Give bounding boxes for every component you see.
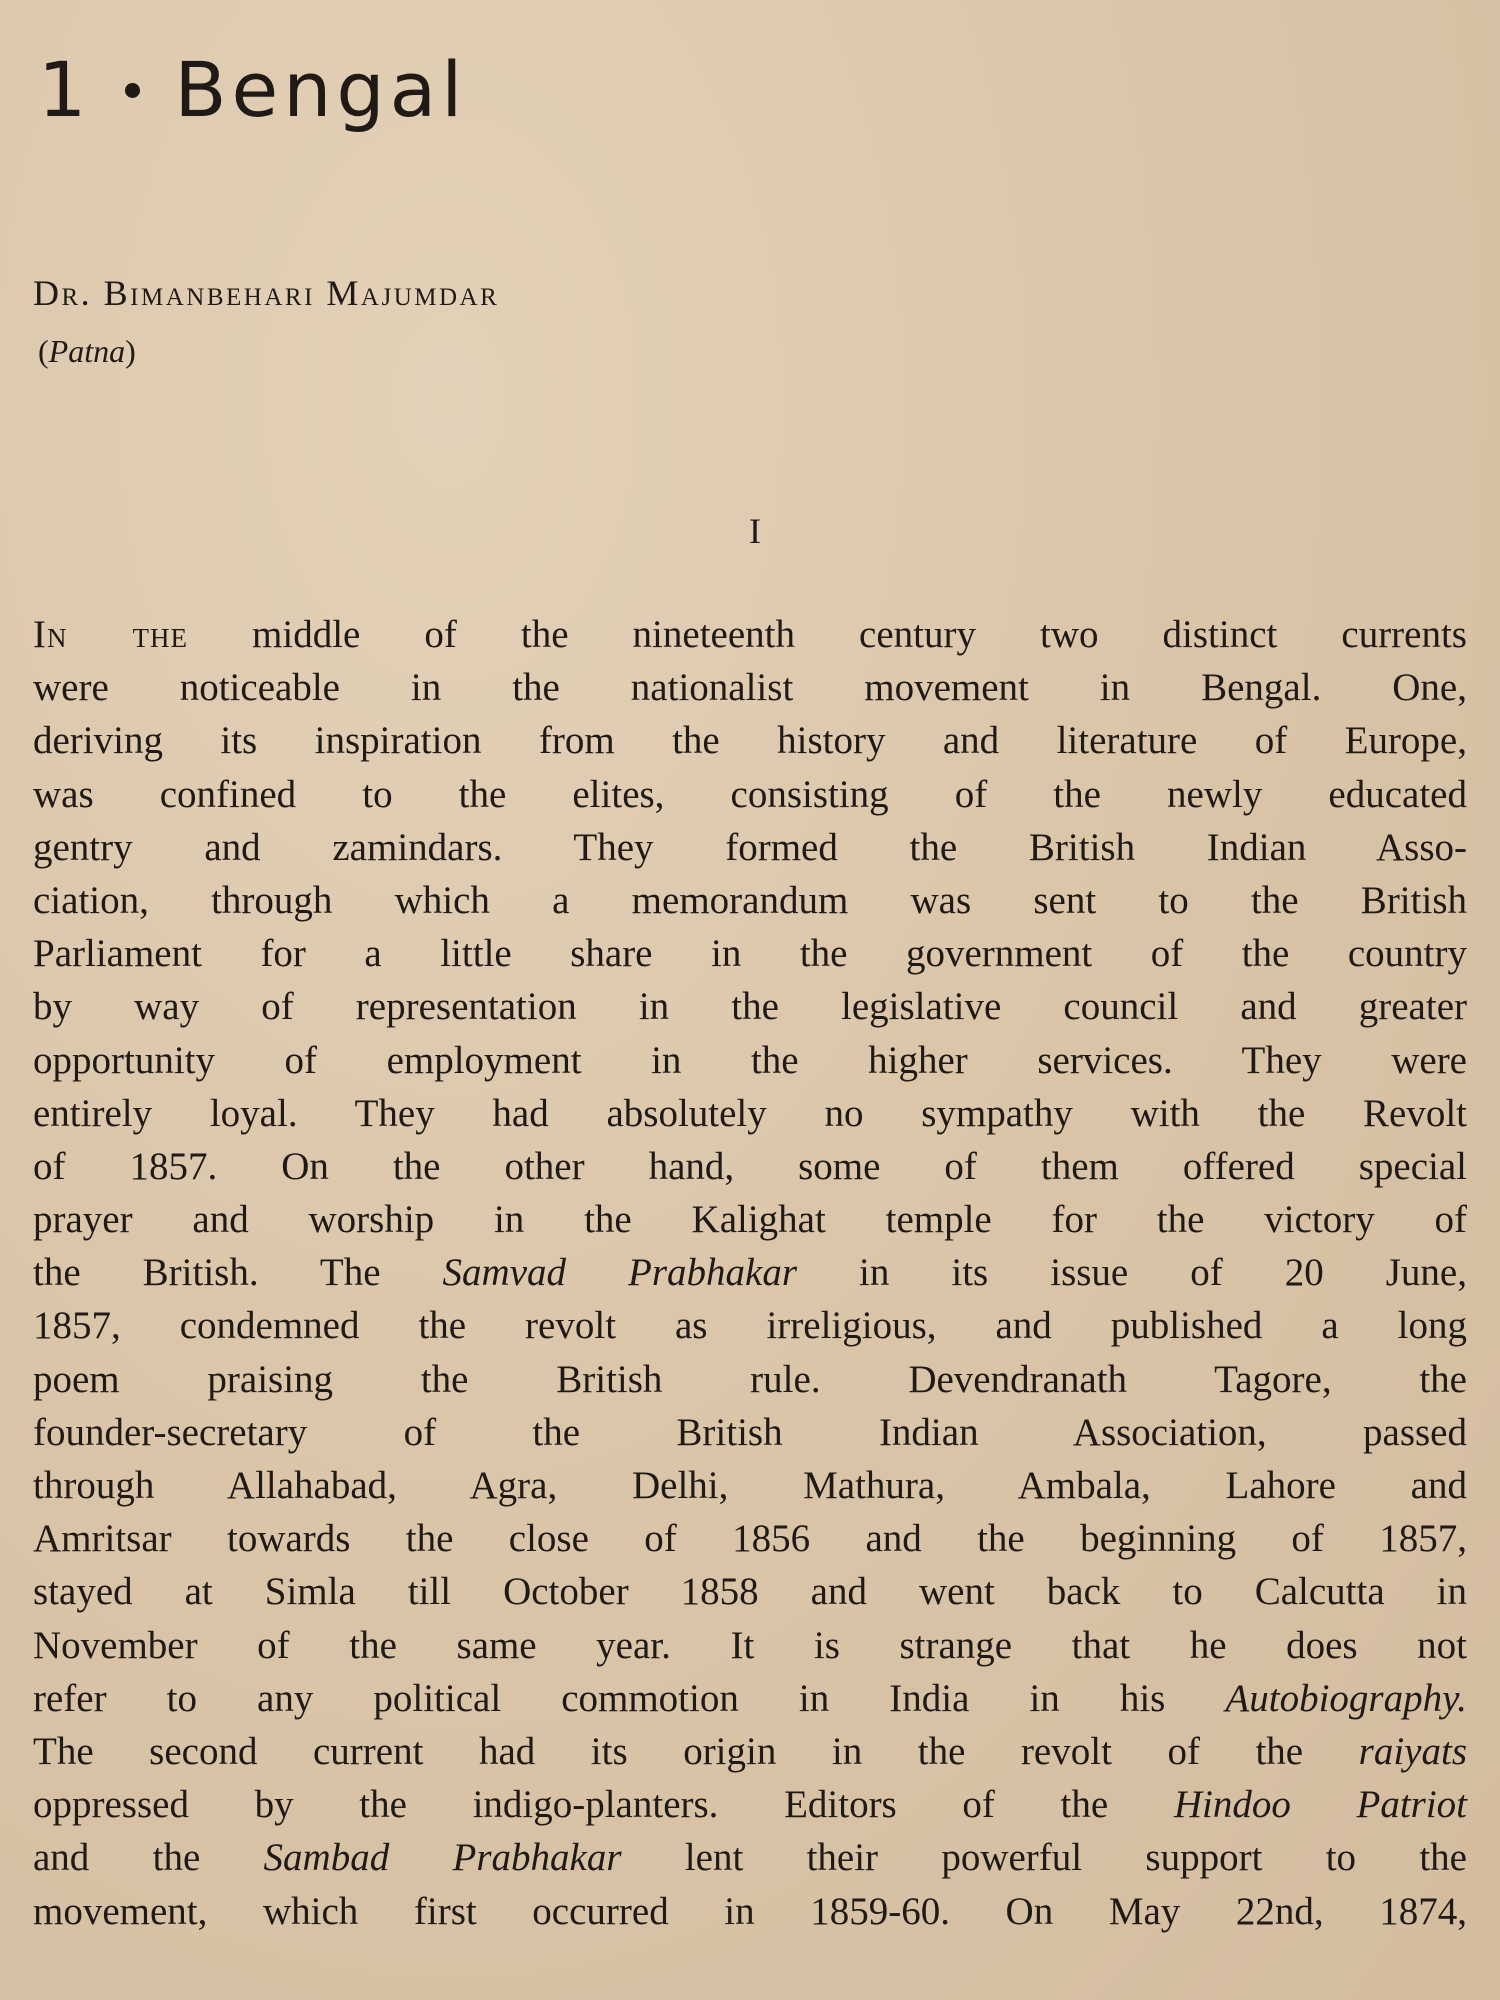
text-run: the British. The: [33, 1251, 443, 1295]
text-run: Amritsar towards the close of 1856 and the beginning of 1857,: [33, 1517, 1467, 1561]
text-line: [33, 874, 1467, 927]
bullet-icon: [125, 83, 140, 98]
text-run: by way of representation in the legislative council and greater: [33, 985, 1467, 1029]
text-run: of 1857. On the other hand, some of them offered special: [33, 1144, 1467, 1188]
chapter-number: 1: [38, 45, 92, 134]
text-line: [33, 1193, 1467, 1246]
text-line: [33, 1140, 1467, 1193]
text-line: [33, 1512, 1467, 1565]
text-run: oppressed by the indigo-planters. Editors of the: [33, 1783, 1174, 1827]
text-run: The second current had its origin in the revolt of the: [33, 1729, 1359, 1773]
text-line: [33, 1034, 1467, 1087]
body-paragraph: [33, 608, 1467, 1938]
text-line: [33, 980, 1467, 1033]
text-run: in its issue of 20 June,: [797, 1251, 1467, 1295]
text-run: opportunity of employment in the higher services. They were: [33, 1038, 1467, 1082]
text-line: [33, 1725, 1467, 1778]
text-line: [33, 1885, 1467, 1938]
text-run: gentry and zamindars. They formed the British Indian Asso-: [33, 825, 1467, 869]
italic-title: Hindoo Patriot: [1173, 1783, 1468, 1827]
text-line: [33, 1565, 1467, 1618]
text-line: [33, 1672, 1467, 1725]
text-line: [33, 1087, 1467, 1140]
author-location-text: Patna: [48, 333, 126, 369]
text-line: [33, 661, 1467, 714]
text-run: founder-secretary of the British Indian Association, passed: [33, 1410, 1467, 1454]
chapter-heading: [38, 45, 468, 134]
author-location: (Patna): [38, 333, 136, 369]
italic-title: Autobiography.: [1225, 1676, 1467, 1720]
text-run: middle of the nineteenth century two distinct currents: [188, 613, 1467, 656]
section-numeral: I: [749, 511, 761, 551]
small-caps-text: In the: [33, 613, 188, 656]
text-run: movement, which first occurred in 1859-60. On May 22nd, 1874,: [33, 1889, 1467, 1933]
author-name: Dr. Bimanbehari Majumdar: [33, 273, 500, 313]
text-run: stayed at Simla till October 1858 and went back to Calcutta in: [33, 1570, 1467, 1614]
text-run: through Allahabad, Agra, Delhi, Mathura, Ambala, Lahore and: [33, 1464, 1467, 1507]
text-line: [33, 927, 1467, 980]
text-run: refer to any political commotion in India in his: [33, 1676, 1226, 1720]
chapter-title: Bengal: [174, 45, 468, 134]
italic-title: raiyats: [1358, 1729, 1467, 1773]
italic-title: Samvad Prabhakar: [442, 1251, 798, 1295]
text-run: entirely loyal. They had absolutely no sympathy with the Revolt: [33, 1091, 1467, 1135]
text-line: [33, 1619, 1467, 1672]
text-run: deriving its inspiration from the history and literature of Europe,: [33, 719, 1467, 763]
text-run: was confined to the elites, consisting of the newly educated: [33, 772, 1467, 816]
text-line: [33, 1459, 1467, 1512]
text-run: Parliament for a little share in the government of the country: [33, 932, 1467, 976]
text-run: November of the same year. It is strange that he does not: [33, 1623, 1467, 1667]
text-line: [33, 821, 1467, 874]
text-run: lent their powerful support to the: [621, 1836, 1467, 1880]
text-run: poem praising the British rule. Devendranath Tagore, the: [33, 1357, 1467, 1401]
text-run: prayer and worship in the Kalighat temple for the victory of: [33, 1198, 1467, 1242]
text-line: [33, 768, 1467, 821]
italic-title: Sambad Prabhakar: [263, 1836, 622, 1880]
text-line: [33, 1778, 1467, 1831]
text-run: were noticeable in the nationalist movement in Bengal. One,: [33, 666, 1467, 710]
text-line: [33, 1246, 1467, 1299]
text-line: [33, 608, 1467, 661]
text-line: [33, 1831, 1467, 1884]
text-line: [33, 1299, 1467, 1352]
text-line: [33, 1406, 1467, 1459]
text-run: 1857, condemned the revolt as irreligious, and published a long: [33, 1304, 1467, 1348]
text-line: [33, 714, 1467, 767]
text-run: and the: [33, 1836, 264, 1880]
text-line: [33, 1353, 1467, 1406]
text-run: ciation, through which a memorandum was sent to the British: [33, 878, 1467, 922]
